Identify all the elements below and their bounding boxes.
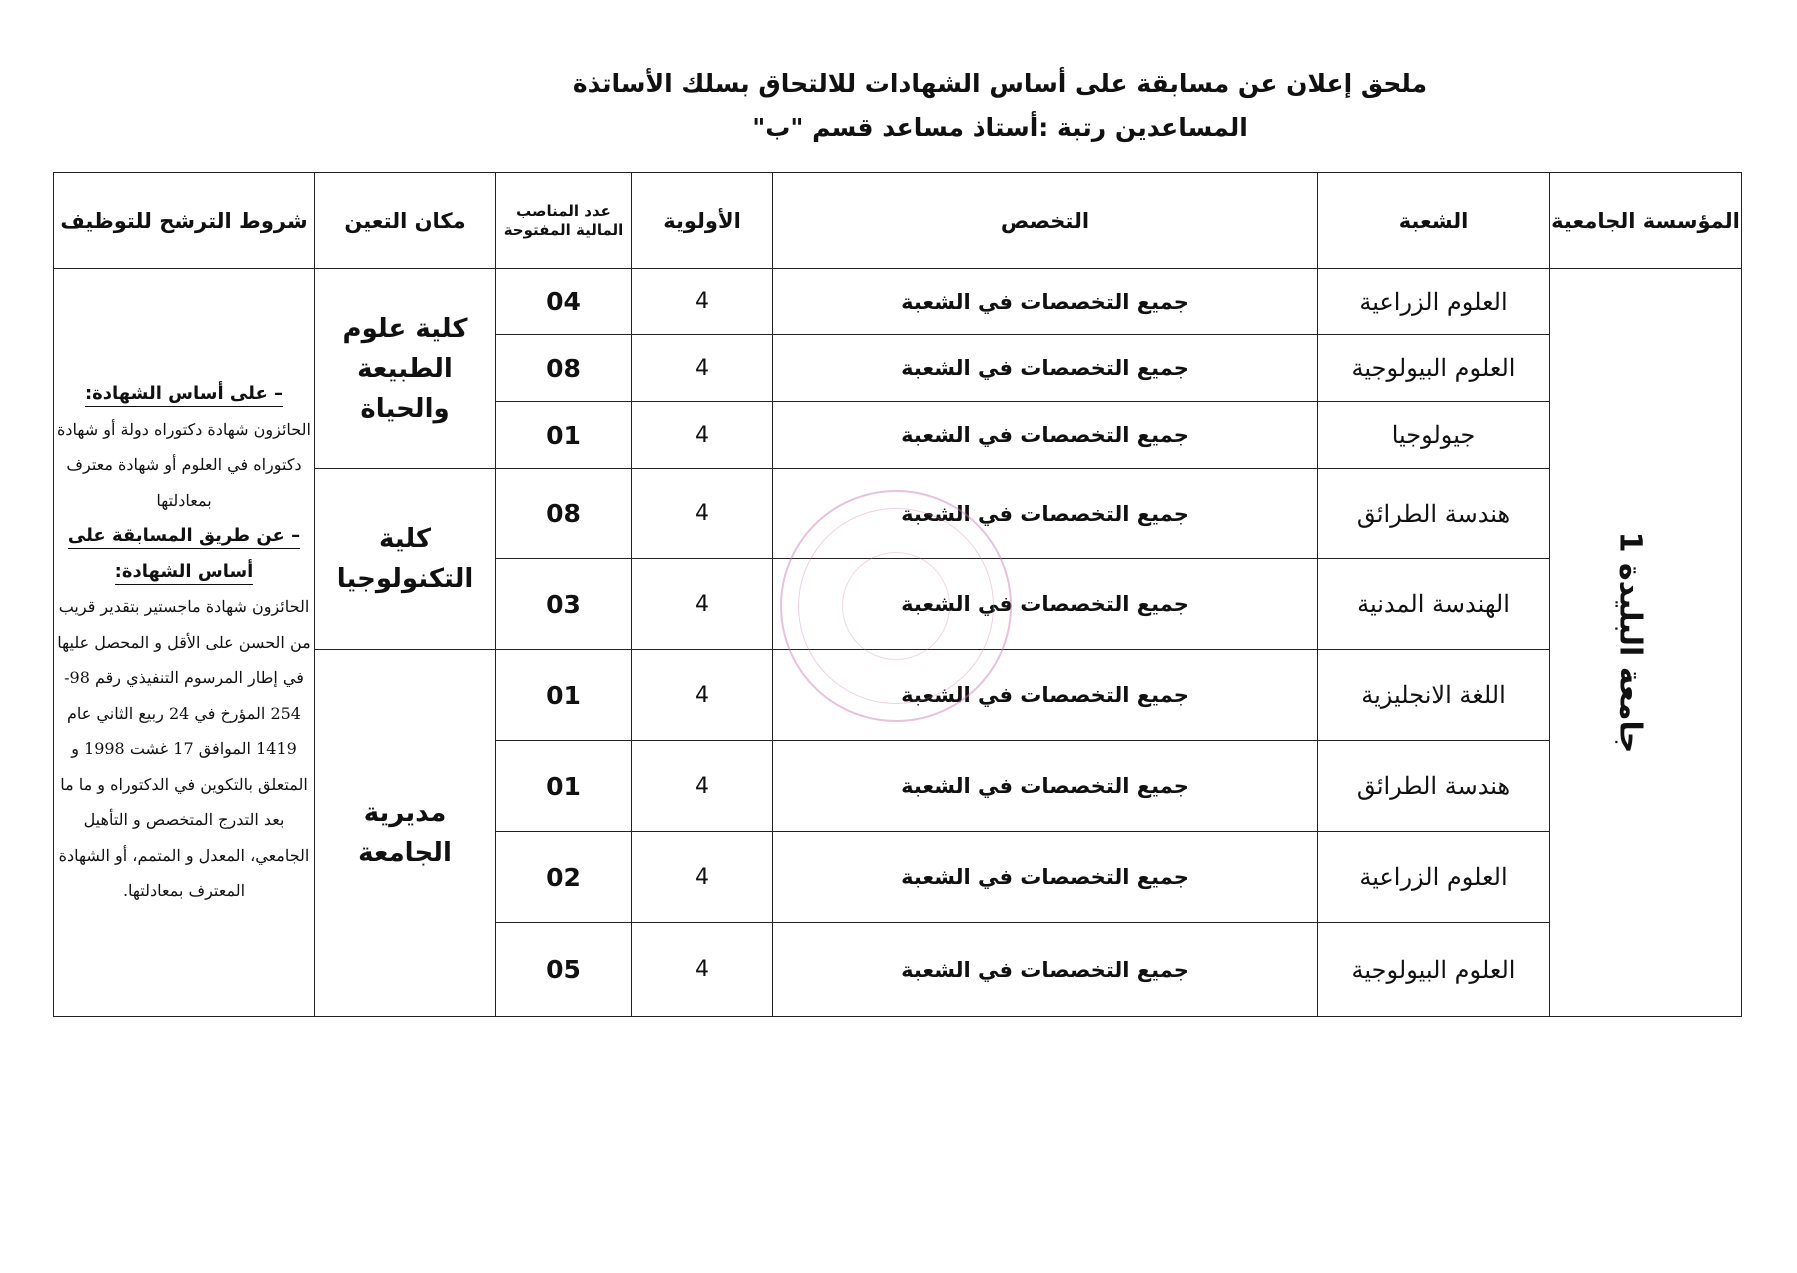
institution-name: جامعة البليدة 1 (1612, 531, 1648, 754)
header-branch: الشعبة (1318, 173, 1550, 269)
specialty-cell: جميع التخصصات في الشعبة (773, 832, 1318, 923)
specialty-cell: جميع التخصصات في الشعبة (773, 469, 1318, 559)
posts-cell: 03 (496, 559, 632, 650)
priority-cell: 4 (632, 469, 773, 559)
header-specialty: التخصص (773, 173, 1318, 269)
priority-cell: 4 (632, 832, 773, 923)
specialty-cell: جميع التخصصات في الشعبة (773, 650, 1318, 741)
posts-cell: 08 (496, 469, 632, 559)
priority-cell: 4 (632, 559, 773, 650)
specialty-cell: جميع التخصصات في الشعبة (773, 559, 1318, 650)
branch-cell: العلوم الزراعية (1318, 832, 1550, 923)
conditions-text-2: الحائزون شهادة ماجستير بتقدير قريب من الحسن على الأقل و المحصل عليها في إطار المرسوم التنفيذي رقم 98-254 المؤرخ في 24 ربيع الثاني عام 1419 الموافق 17 غشت 1998 و المتعلق بالتكوين في الدكتوراه و ما ما بعد التدرج المتخصص و التأهيل الجامعي، المعدل و المتمم، أو الشهادة المعترف بمعادلتها. (57, 597, 311, 901)
priority-cell: 4 (632, 923, 773, 1017)
posts-cell: 02 (496, 832, 632, 923)
branch-cell: اللغة الانجليزية (1318, 650, 1550, 741)
specialty-cell: جميع التخصصات في الشعبة (773, 741, 1318, 832)
header-conditions: شروط الترشح للتوظيف (54, 173, 315, 269)
posts-cell: 08 (496, 335, 632, 402)
conditions-heading-1: – على أساس الشهادة: (85, 383, 283, 407)
positions-table (53, 172, 1742, 1017)
conditions-heading-2: – عن طريق المسابقة على أساس الشهادة: (68, 525, 300, 585)
posts-cell: 05 (496, 923, 632, 1017)
conditions-cell (54, 269, 315, 1017)
posts-cell: 01 (496, 402, 632, 469)
specialty-cell: جميع التخصصات في الشعبة (773, 269, 1318, 335)
posts-cell: 01 (496, 741, 632, 832)
branch-cell: العلوم البيولوجية (1318, 335, 1550, 402)
place-cell: مديرية الجامعة (315, 650, 496, 1017)
header-posts: عدد المناصب المالية المفتوحة (496, 173, 632, 269)
institution-cell (1550, 269, 1742, 1017)
branch-cell: الهندسة المدنية (1318, 559, 1550, 650)
place-cell: كلية علوم الطبيعة والحياة (315, 269, 496, 469)
branch-cell: جيولوجيا (1318, 402, 1550, 469)
branch-cell: العلوم البيولوجية (1318, 923, 1550, 1017)
branch-cell: هندسة الطرائق (1318, 741, 1550, 832)
title-line-1: ملحق إعلان عن مسابقة على أساس الشهادات للالتحاق بسلك الأساتذة (572, 69, 1428, 98)
header-priority: الأولوية (632, 173, 773, 269)
header-place: مكان التعين (315, 173, 496, 269)
specialty-cell: جميع التخصصات في الشعبة (773, 335, 1318, 402)
posts-cell: 04 (496, 269, 632, 335)
title-line-2: المساعدين رتبة :أستاذ مساعد قسم "ب" (752, 113, 1248, 142)
table-row (54, 269, 1742, 335)
specialty-cell: جميع التخصصات في الشعبة (773, 402, 1318, 469)
priority-cell: 4 (632, 741, 773, 832)
branch-cell: العلوم الزراعية (1318, 269, 1550, 335)
priority-cell: 4 (632, 269, 773, 335)
place-cell: كلية التكنولوجيا (315, 469, 496, 650)
specialty-cell: جميع التخصصات في الشعبة (773, 923, 1318, 1017)
document-title (560, 62, 1440, 150)
priority-cell: 4 (632, 402, 773, 469)
priority-cell: 4 (632, 650, 773, 741)
header-institution: المؤسسة الجامعية (1550, 173, 1742, 269)
posts-cell: 01 (496, 650, 632, 741)
priority-cell: 4 (632, 335, 773, 402)
conditions-text-1: الحائزون شهادة دكتوراه دولة أو شهادة دكتوراه في العلوم أو شهادة معترف بمعادلتها (57, 419, 311, 510)
branch-cell: هندسة الطرائق (1318, 469, 1550, 559)
table-header-row (54, 173, 1742, 269)
